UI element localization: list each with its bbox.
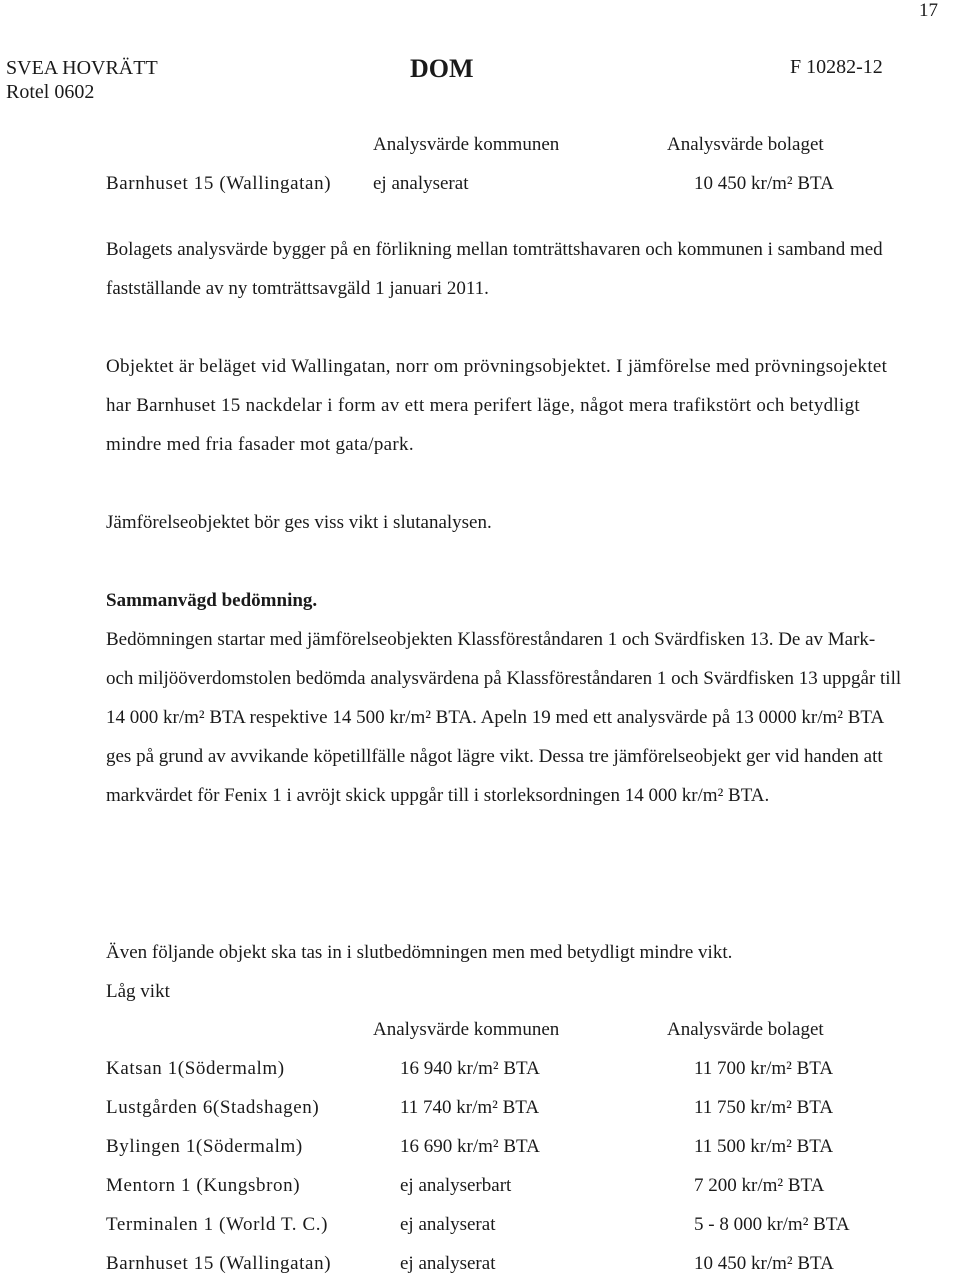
- court-block: [6, 56, 158, 104]
- paragraph-location: Objektet är beläget vid Wallingatan, norr om prövningsobjektet. I jämförelse med prövningsojektet har Barnhuset 15 nackdelar i form av ett mera perifert läge, något mera trafikstört och betydligt mindre med fria fasader mot gata/park.: [106, 356, 888, 455]
- table-row-company: 7 200 kr/m² BTA: [694, 1175, 825, 1196]
- table1-header-municipality: Analysvärde kommunen: [373, 134, 560, 155]
- court-name: SVEA HOVRÄTT: [6, 57, 158, 79]
- table-row-object: Barnhuset 15 (Wallingatan): [106, 1253, 332, 1274]
- table-row-municipality: 16 940 kr/m² BTA: [400, 1058, 540, 1079]
- paragraph-settlement: Bolagets analysvärde bygger på en förlikning mellan tomträttshavaren och kommunen i samband med fastställande av ny tomträttsavgäld 1 januari 2011.: [106, 239, 883, 299]
- paragraph-additional-objects: Även följande objekt ska tas in i slutbedömningen men med betydligt mindre vikt.: [106, 942, 733, 963]
- paragraph-assessment: Bedömningen startar med jämförelseobjekten Klassföreståndaren 1 och Svärdfisken 13. De av Mark- och miljööverdomstolen bedömda analysvärdena på Klassföreståndaren 1 och Svärdfisken 13 uppgår till 14 000 kr/m² BTA respektive 14 500 kr/m² BTA. Apeln 19 med ett analysvärde på 13 0000 kr/m² BTA ges på grund av avvikande köpetillfälle något lägre vikt. Dessa tre jämförelseobjekt ger vid handen att markvärdet för Fenix 1 i avröjt skick uppgår till i storleksordningen 14 000 kr/m² BTA.: [106, 629, 902, 806]
- document-type: DOM: [410, 54, 474, 83]
- table-row-object: Bylingen 1(Södermalm): [106, 1136, 303, 1157]
- table-row-municipality: ej analyserat: [400, 1214, 496, 1235]
- case-number: F 10282-12: [790, 56, 883, 78]
- table1-row-object: Barnhuset 15 (Wallingatan): [106, 173, 332, 194]
- heading-text: Sammanvägd bedömning.: [106, 590, 318, 611]
- table-row-company: 5 - 8 000 kr/m² BTA: [694, 1214, 850, 1235]
- table-row-municipality: ej analyserbart: [400, 1175, 512, 1196]
- table-row-company: 11 700 kr/m² BTA: [694, 1058, 834, 1079]
- table-row-object: Lustgården 6(Stadshagen): [106, 1097, 320, 1118]
- table2-header-company: Analysvärde bolaget: [667, 1019, 824, 1040]
- table-row-municipality: 16 690 kr/m² BTA: [400, 1136, 540, 1157]
- paragraph-low-weight: Låg vikt: [106, 981, 170, 1002]
- paragraph-weight: Jämförelseobjektet bör ges viss vikt i slutanalysen.: [106, 512, 492, 533]
- table-row-company: 10 450 kr/m² BTA: [694, 1253, 834, 1274]
- table-row-object: Mentorn 1 (Kungsbron): [106, 1175, 301, 1196]
- table2-header-municipality: Analysvärde kommunen: [373, 1019, 560, 1040]
- table-row-object: Terminalen 1 (World T. C.): [106, 1214, 329, 1235]
- division-name: Rotel 0602: [6, 81, 95, 103]
- table-row-company: 11 750 kr/m² BTA: [694, 1097, 834, 1118]
- page-number: 17: [919, 0, 938, 21]
- table1-row-company: 10 450 kr/m² BTA: [694, 173, 834, 194]
- table-row-municipality: ej analyserat: [400, 1253, 496, 1274]
- table1-row-municipality: ej analyserat: [373, 173, 469, 194]
- table-row-company: 11 500 kr/m² BTA: [694, 1136, 834, 1157]
- table-row-municipality: 11 740 kr/m² BTA: [400, 1097, 540, 1118]
- table-row-object: Katsan 1(Södermalm): [106, 1058, 285, 1079]
- section-heading: [106, 581, 906, 620]
- table1-header-company: Analysvärde bolaget: [667, 134, 824, 155]
